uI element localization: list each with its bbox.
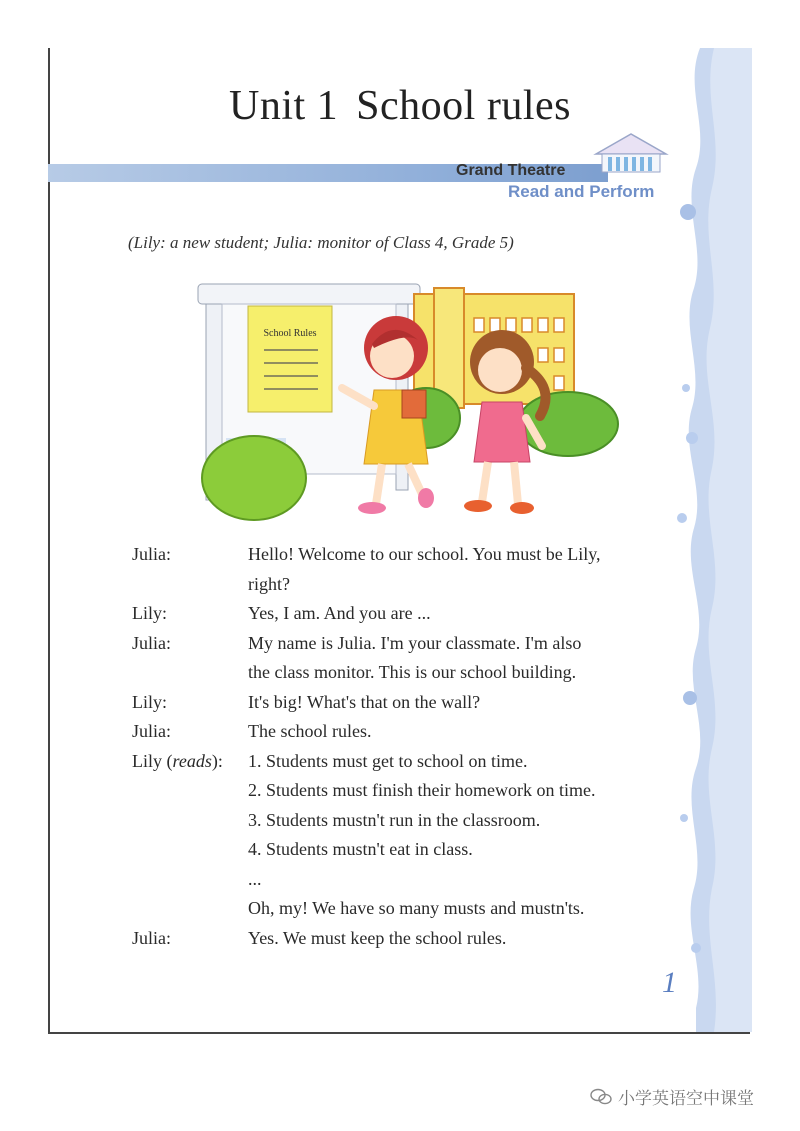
speaker-label <box>132 540 171 570</box>
dialogue-text: the class monitor. This is our school building. <box>248 662 577 682</box>
dialogue-line <box>132 747 692 777</box>
dialogue-text: 1. Students must get to school on time. <box>248 750 528 771</box>
unit-number: Unit 1 <box>229 83 339 129</box>
dialogue-line <box>132 865 692 895</box>
speaker-label <box>132 717 171 747</box>
dialogue-text: Yes, I am. And you are ... <box>248 603 431 623</box>
speaker-name: Julia: <box>132 632 171 653</box>
watermark-text: 小学英语空中课堂 <box>618 1089 754 1109</box>
watermark <box>590 1084 754 1109</box>
dialogue-line <box>132 688 692 718</box>
dialogue-text: 2. Students must finish their homework on time. <box>248 780 596 800</box>
speaker-note: reads <box>172 750 212 771</box>
speaker-name: Julia: <box>132 544 171 564</box>
speaker-label <box>132 599 167 629</box>
unit-name: School rules <box>356 83 571 129</box>
speaker-label <box>132 924 171 954</box>
page-number: 1 <box>662 966 677 999</box>
dialogue-line <box>132 540 692 570</box>
dialogue-text: Hello! Welcome to our school. You must be Lily, <box>248 544 601 564</box>
speaker-name: Lily <box>132 750 162 771</box>
section-subtitle: Read and Perform <box>508 182 655 201</box>
dialogue-line <box>132 924 692 954</box>
dialogue <box>132 540 692 953</box>
theatre-building-icon <box>590 130 672 176</box>
speaker-name: Julia: <box>132 927 171 948</box>
speaker-name: Julia: <box>132 721 171 741</box>
speaker-name: Lily: <box>132 603 167 623</box>
speaker-name: Lily: <box>132 691 167 712</box>
dialogue-line <box>132 894 692 924</box>
speaker-label <box>132 688 167 718</box>
speaker-label <box>132 629 171 659</box>
section-label: Grand Theatre <box>456 162 566 179</box>
dialogue-line <box>132 658 692 688</box>
unit-title <box>0 82 800 130</box>
dialogue-text: The school rules. <box>248 721 372 741</box>
dialogue-text: My name is Julia. I'm your classmate. I'm also <box>248 632 582 653</box>
dialogue-line <box>132 776 692 806</box>
dialogue-line <box>132 806 692 836</box>
dialogue-line <box>132 717 692 747</box>
dialogue-line <box>132 570 692 600</box>
wechat-icon <box>590 1088 612 1106</box>
dialogue-text: right? <box>248 573 290 594</box>
dialogue-text: Oh, my! We have so many musts and mustn'ts. <box>248 898 585 918</box>
dialogue-line <box>132 629 692 659</box>
board-label: School Rules <box>263 328 317 339</box>
dialogue-line <box>132 599 692 629</box>
dialogue-text: Yes. We must keep the school rules. <box>248 927 507 948</box>
dialogue-line <box>132 835 692 865</box>
character-roles: (Lily: a new student; Julia: monitor of Class 4, Grade 5) <box>128 233 514 252</box>
dialogue-text: ... <box>248 868 262 889</box>
dialogue-text: 3. Students mustn't run in the classroom. <box>248 809 541 830</box>
dialogue-text: It's big! What's that on the wall? <box>248 691 481 712</box>
dialogue-text: 4. Students mustn't eat in class. <box>248 839 473 859</box>
school-scene-illustration <box>196 278 626 528</box>
speaker-label: Lily (reads): <box>132 750 223 771</box>
